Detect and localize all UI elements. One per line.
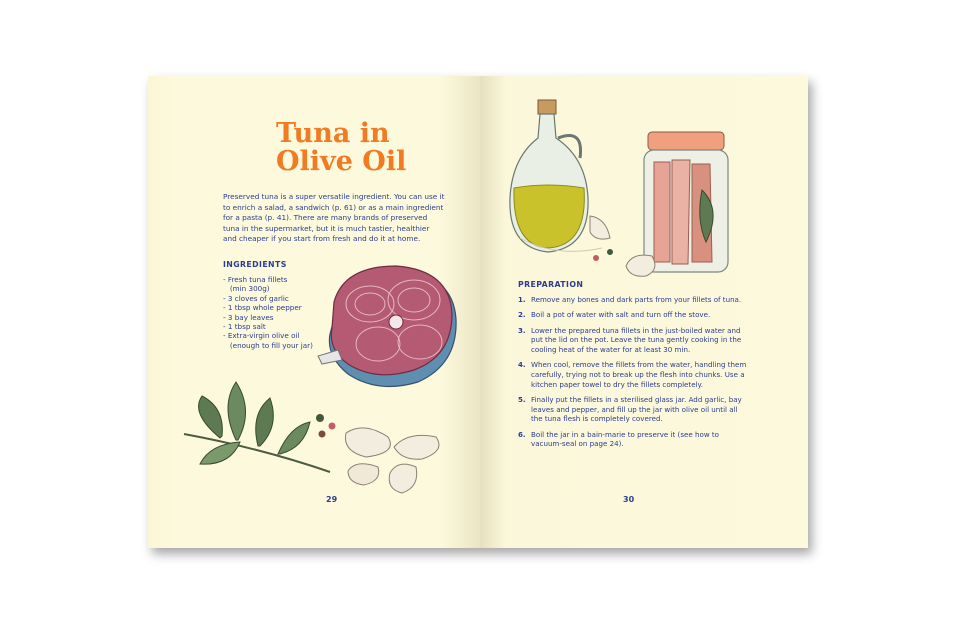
ingredient-item: - 3 bay leaves [223,312,274,322]
step-text: Finally put the fillets in a sterilised glass jar. Add garlic, bay leaves and pepper, and fill up the jar with olive oil until all the tuna flesh is completely covered. [531,395,742,424]
bay-leaves-illustration [180,378,335,474]
step-item [518,310,748,320]
step-text: Boil the jar in a bain-marie to preserve it (see how to vacuum-seal on page 24). [531,429,720,449]
step-item [518,395,748,424]
garlic-clove-jar-illustration [622,250,662,280]
garlic-clove-small-illustration [584,212,614,244]
page-number-right: 30 [623,495,635,504]
step-text: When cool, remove the fillets from the water, handling them carefully, trying not to break up the flesh into chunks. Use a kitchen paper towel to dry the fillets completely. [531,360,747,389]
ingredients-list [223,275,323,350]
ingredient-item: - 1 tbsp whole pepper [223,303,302,313]
open-book [148,76,808,548]
ingredient-item: - 3 cloves of garlic [223,293,289,303]
peppercorns-right-illustration [592,248,622,264]
intro-paragraph: Preserved tuna is a super versatile ingredient. You can use it to enrich a salad, a sandwich (p. 61) or as a main ingredient for a pasta (p. 41). There are many brands of preserved tuna in the supermarket, but it is much tastier, healthier and cheaper if you start from fresh and do it at home. [223,192,445,244]
title-line-1: Tuna in [276,118,390,149]
ingredient-item: - Fresh tuna fillets [223,275,288,284]
ingredients-heading: INGREDIENTS [223,260,287,269]
step-number: 5. [518,395,526,404]
step-item [518,295,748,305]
step-number: 3. [518,325,526,335]
ingredient-item: - 1 tbsp salt [223,322,266,332]
title-line-2: Olive Oil [276,146,407,177]
step-item [518,360,748,389]
step-text: Lower the prepared tuna fillets in the just-boiled water and put the lid on the pot. Leave the tuna gently cooking in the cooling heat of the water for at least 30 min. [531,325,742,354]
preparation-steps [518,295,748,455]
step-text: Boil a pot of water with salt and turn off the stove. [531,310,711,320]
ingredient-item: (enough to fill your jar) [223,340,313,350]
step-item [518,430,748,449]
recipe-title [276,120,476,176]
step-text: Remove any bones and dark parts from your fillets of tuna. [531,295,742,304]
step-number: 6. [518,429,526,439]
step-number: 1. [518,295,526,304]
preparation-heading: PREPARATION [518,280,584,289]
ingredient-item: - Extra-virgin olive oil [223,331,300,341]
ingredient-item: (min 300g) [223,284,270,294]
step-item [518,326,748,355]
step-number: 4. [518,360,526,370]
step-number: 2. [518,310,526,320]
garlic-cloves-illustration [336,421,451,501]
page-number-left: 29 [326,495,338,504]
tuna-steak-illustration [318,264,463,394]
